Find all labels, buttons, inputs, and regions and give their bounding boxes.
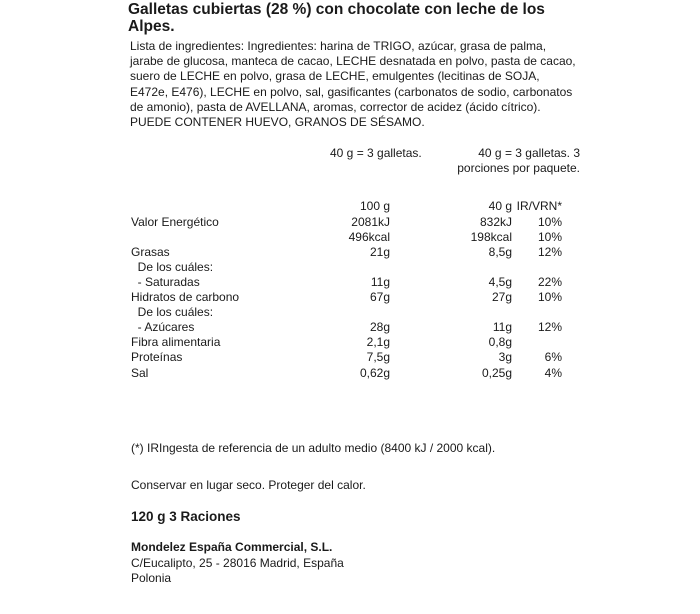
nutrient-label: - Azúcares [131,320,195,335]
header-ri: IR/VRN* [516,199,562,213]
ingredients-list: Lista de ingredientes: Ingredientes: harina de TRIGO, azúcar, grasa de palma, jarabe de glucosa, manteca de cacao, LECHE desnatada en polvo, pasta de cacao, suero de LECHE en polvo, grasa de LECHE, emulgentes (lecitinas de SOJA, E472e, E476), LECHE en polvo, sal, gasificantes (carbonatos de sodio, carbonatos de amonio), pasta de AVELLANA, aromas, corrector de acidez (ácido cítrico). PUEDE CONTENER HUEVO, GRANOS DE SÉSAMO. [130,39,576,130]
nutrition-row [120,335,580,350]
nutrition-row [120,320,580,335]
nutrient-label: Grasas [131,245,170,260]
value-per-serving: 3g [498,350,512,365]
value-ri: 10% [537,290,562,305]
value-per-serving: 0,25g [481,365,512,380]
serving-size-portion-col: 40 g = 3 galletas. 3 porciones por paquete. [457,146,580,176]
value-per-100g: 28g [369,320,390,335]
nutrition-row [120,366,580,381]
nutrient-label: Sal [131,365,149,380]
value-ri: 6% [544,350,562,365]
footnote: (*) IRIngesta de referencia de un adulto medio (8400 kJ / 2000 kcal). [131,441,496,455]
header-per-100g: 100 g [359,199,390,213]
value-per-serving: 11g [492,320,512,335]
nutrition-row [120,230,580,245]
value-per-serving: 8,5g [488,245,512,260]
net-quantity: 120 g 3 Raciones [131,509,241,524]
nutrient-label: Valor Energético [131,215,219,229]
product-label [120,0,580,614]
value-per-serving: 27g [491,290,512,305]
nutrition-header-row [120,199,580,214]
value-per-serving: 198kcal [470,230,512,245]
value-per-100g: 2081kJ [351,215,390,229]
company-name: Mondelez España Commercial, S.L. [131,540,333,554]
value-per-100g: 0,62g [359,365,390,380]
nutrition-row [120,305,580,320]
product-title: Galletas cubiertas (28 %) con chocolate con leche de los Alpes. [128,1,545,35]
value-ri: 10% [537,230,562,245]
value-ri: 12% [537,320,562,335]
nutrient-label: - Saturadas [131,275,200,290]
value-per-serving: 4,5g [488,275,512,290]
nutrition-row [120,260,580,275]
value-per-serving: 0,8g [488,335,512,350]
nutrition-row [120,215,580,230]
value-ri: 4% [544,365,562,380]
nutrient-label: De los cuáles: [131,305,214,320]
value-per-100g: 11g [370,275,390,290]
storage-instructions: Conservar en lugar seco. Proteger del calor. [131,478,366,492]
value-per-100g: 21g [369,245,390,260]
nutrient-label: Proteínas [131,350,183,365]
value-per-100g: 7,5g [366,350,390,365]
nutrition-row [120,245,580,260]
value-ri: 10% [537,215,562,229]
value-per-100g: 67g [369,290,390,305]
value-ri: 12% [537,245,562,260]
header-per-serving: 40 g [488,199,512,213]
value-per-100g: 496kcal [348,230,390,245]
nutrient-label: Fibra alimentaria [131,335,221,350]
value-ri: 22% [537,275,562,290]
company-address: C/Eucalipto, 25 - 28016 Madrid, España [131,556,344,570]
company-country: Polonia [131,571,172,585]
nutrition-row [120,275,580,290]
value-per-100g: 2,1g [366,335,390,350]
nutrient-label: Hidratos de carbono [131,290,240,305]
value-per-serving: 832kJ [479,215,512,229]
nutrition-row [120,290,580,305]
nutrition-row [120,350,580,365]
serving-size-100g-col: 40 g = 3 galletas. [330,146,422,160]
nutrient-label: De los cuáles: [131,260,214,275]
